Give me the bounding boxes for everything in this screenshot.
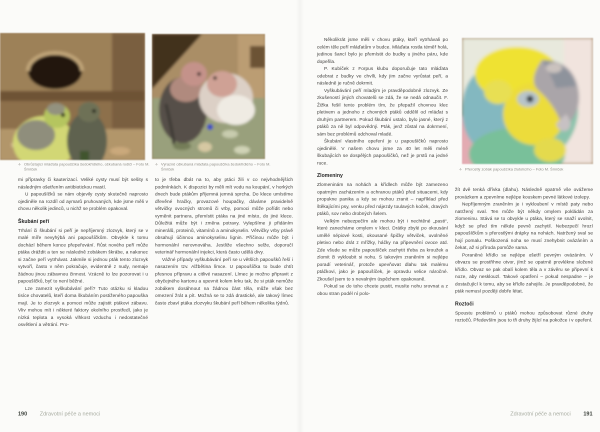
paragraph: Spoustu problémů u ptáků mohou způsobovat různé druhy roztočů. Především jsou to tři druhy žijící na pokožce i v opeření. (455, 309, 593, 323)
paragraph: U papoušíčků se nám objevily cysty skutečně naprosto ojediněle na rozdíl od aymarů pruhovaných, kde jsme měli v chovu několik jedinců, u nichž se problém opakoval. (18, 191, 148, 211)
paragraph: Zlomeninám na nohách a křídlech může být zamezeno opatrným zacházením a ochranou ptáků před situacemi, kdy propukne panika a kdy se mohou zranit – například před štěkajícími psy, venku před nájezdy toulavých koček, dravých ptáků, sov nebo drobných šelem. (317, 181, 448, 216)
paragraph: Škubání vlastního opeření je u papoušíčků naprosto ojedinělé. V našem chovu jsme za 40 let měli méně škubajících se dospělých papoušíčků, než je prstů na jedné ruce. (317, 138, 448, 166)
page-number: 191 (582, 411, 592, 417)
paragraph: Nepříjemným zraněním je i vykloubení v místě paty nebo natržený sval. Ten může být někdy omylem pokládán za zlomeninu. Stává se to obvykle u ptáka, který se snaží uvolnit, když se před tím někde pevně zachytil. Nebezpečí hrozí papoušíčkům s přerostlými drápky na nohách. Natržený sval se hojí pomalu. Poškozená noha se musí znehybnit ovázáním a čekat, až si příroda pomůže sama. (455, 201, 593, 250)
paragraph: Lze zamezit vyškubávání peří? Tuto otázku si kladou tisíce chovatelů, kteří doma škubáním postiženého papouška mají. Je to zlozvyk a pomoci může zajistit ptákovi zábavu. Vliv mohou mít i některé faktory okolního prostředí, jako je nízká teplota a vysoká vlhkost vzduchu i nedostatečné osvětlení a větrání. Pro- (18, 285, 148, 327)
caption-text: Obrůstající mláďata papouščíka šedokřídlého, oškubaná rodiči – Foto M. Šmrček (24, 162, 150, 172)
right-page-column-2 (455, 186, 593, 406)
paragraph: Několikrát jsme měli v chovu ptáky, kteří vytrhávali po celém těle peří mláďatům v budce. Mláďata rostla téměř holá, jedinou šancí bylo je přemístit do budky u jiného páru, kde dopeřila. (317, 36, 448, 64)
caption-marker-icon: ✛ (18, 162, 22, 167)
left-page-column-2 (155, 176, 293, 406)
section-heading: Zlomeniny (317, 173, 343, 179)
photo-caption (459, 167, 563, 177)
caption-text: Výrazně oškubaná mláďata papouščíka šedokřídlého – Foto M. Šmrček (161, 162, 271, 172)
caption-text: Přerostlý zobák papouščíka žlutolícího – Foto M. Šmrček (465, 167, 564, 172)
section-heading: Roztoči (455, 301, 474, 307)
caption-marker-icon: ✛ (155, 162, 159, 167)
paragraph: Velkým nebezpečím ale mohou být i nechtěné „pasti“, které zanecháme omylem v kleci. Drátky zbylé po okousání umělé sépiové kosti, okousané špičky větviček, uvolněné pletivo nebo drát z mřížky, háčky na připevnění ovoce atd. Zde všude se může papoušíček zachytit třeba za kroužek a zlomit či vykloubit si nohu. S takovým zraněním si nejlépe poradí veterinář, protože upevňovat dlahu tak malému ptáčkovi, jako je papoušíček, je opravdu velice náročné. Zkoušel jsem to s nevalným úspěchem opakovaně. (317, 217, 448, 282)
paragraph: Vyškubávání peří mladým je pravděpodobně zlozvyk. Ze zkušeností jiných chovatelů se zdá, že se nedá odnaučit. F. Žižka řešil tento problém tím, že přepažil chovnou klec pletivem a jednoho z chovných ptáků oddělil od mláďat s druhým partnerem. Pokud škubání ustalo, bylo jasné, který z ptáků za ně byl odpovědný. Pták, jenž zůstal na dokrmení, sám bez problémů odchoval mladé. (317, 87, 448, 137)
page-gutter (296, 0, 304, 432)
paragraph: Poraněné křídlo se nejlépe ošetří pevným ovázáním. V obvazu se prostřihne otvor, jímž se opatrně provlékne složené křídlo. Obvaz se pak obalí kolem těla a v závěru se připevní k noze, aby nesklouzl. Takové opatření – pokud nespadne – je dostačující k tomu, aby se křídlo zahojilo. Je pravděpodobné, že pták nemusí později dobře létat. (455, 251, 593, 294)
right-page-column-1 (317, 36, 448, 406)
paragraph: mi přípravky či kauterizací. Veliké cysty musí být sešity s následným ošetřením antibiotickou mastí. (18, 176, 148, 190)
running-title: Zdravotní péče a nemoci (39, 411, 101, 417)
paragraph: Trhání či škubání si peří je nepříjemný zlozvyk, který se v malé míře nevyhýbá ani papoušíčkům. Obvykle k tomu dochází během konce přepeřování. Růst nového peří může ptáka dráždit a ten se následně zobákem škrábe, a nakonec si začne peří vytrhávat. Jakmile si jednou pták tento zlozvyk vytvoří, často v něm pokračuje, evidentně z nudy, nemaje žádnou jinou zábavnou činnost. Vzácně to lze pozorovat i u papoušíčků, byť to není běžné. (18, 227, 148, 284)
paragraph: to je třeba dbát na to, aby ptáci žili v co nejvhodnějších podmínkách. K dispozici by měli mít vodu na koupání, v horkých dnech bude ptákům příjemná jemná sprcha. Do klece umístíme dřevěné hračky, provazové houpačky, dáváme pravidelně větvičky ovocných stromů či vrby, pomoci může pořídit nebo vyměnit partnera, přemístit ptáka na jiné místo, do jiné klece. Důležitá může být i změna potravy. Vylepšíme ji přidáním minerálů, proteinů, vitamínů a aminokyselin. Větvičky vrby právě obsahují účinnou aminokyselinu lignin. Příčinou může být i hormonální nerovnováha. Jestliže všechno selže, doporučí veterinář hormonální injekci, která často udělá divy. (155, 176, 293, 255)
left-page-column-1 (18, 176, 148, 406)
section-heading: Škubání peří (18, 218, 50, 225)
left-page-footer (18, 411, 183, 424)
running-title: Zdravotní péče a nemoci (509, 411, 571, 417)
paragraph: Pokud se do toho chcete pustit, musíte nohu srovnat a z obou stran podél ní polo- (317, 283, 448, 296)
caption-marker-icon: ✛ (459, 167, 463, 172)
page-number: 190 (18, 411, 28, 417)
paragraph: žít dvě tenká dřívka (dlahu). Následně opatrně vše ovážeme provázkem a zpevníme nejlépe kouskem pevné látkové izolepy. (455, 186, 593, 200)
photo-nestbox-chicks-regrowing (0, 33, 145, 160)
right-page-footer (428, 411, 593, 424)
paragraph: P. Kubíček z Forpus klubu doporučuje tato mláďata odebrat z budky ve chvíli, kdy jim začne vyrůstat peří, a následně je ručně dokrmit. (317, 65, 448, 86)
paragraph: Vážné případy vyškubávání peří se u větších papoušků řeší i nasazením tzv. Alžbětina límce. U papoušíčka to bude chtít přesnou přípravu a citlivé nasazení. Límec je možno připravit z obyčejného kartonu a upevnit kolem krku tak, že si pták nemůže zobákem dosáhnout na žádnou část těla, může však bez omezení žrát a pít. Možná se to zdá drastické, ale takový límec často zbaví ptáka zlozvyku škubání peří během několika týdnů. (155, 256, 293, 306)
photo-nestbox-chicks-plucked (152, 34, 265, 159)
photo-parrot-overgrown-beak (462, 38, 593, 164)
